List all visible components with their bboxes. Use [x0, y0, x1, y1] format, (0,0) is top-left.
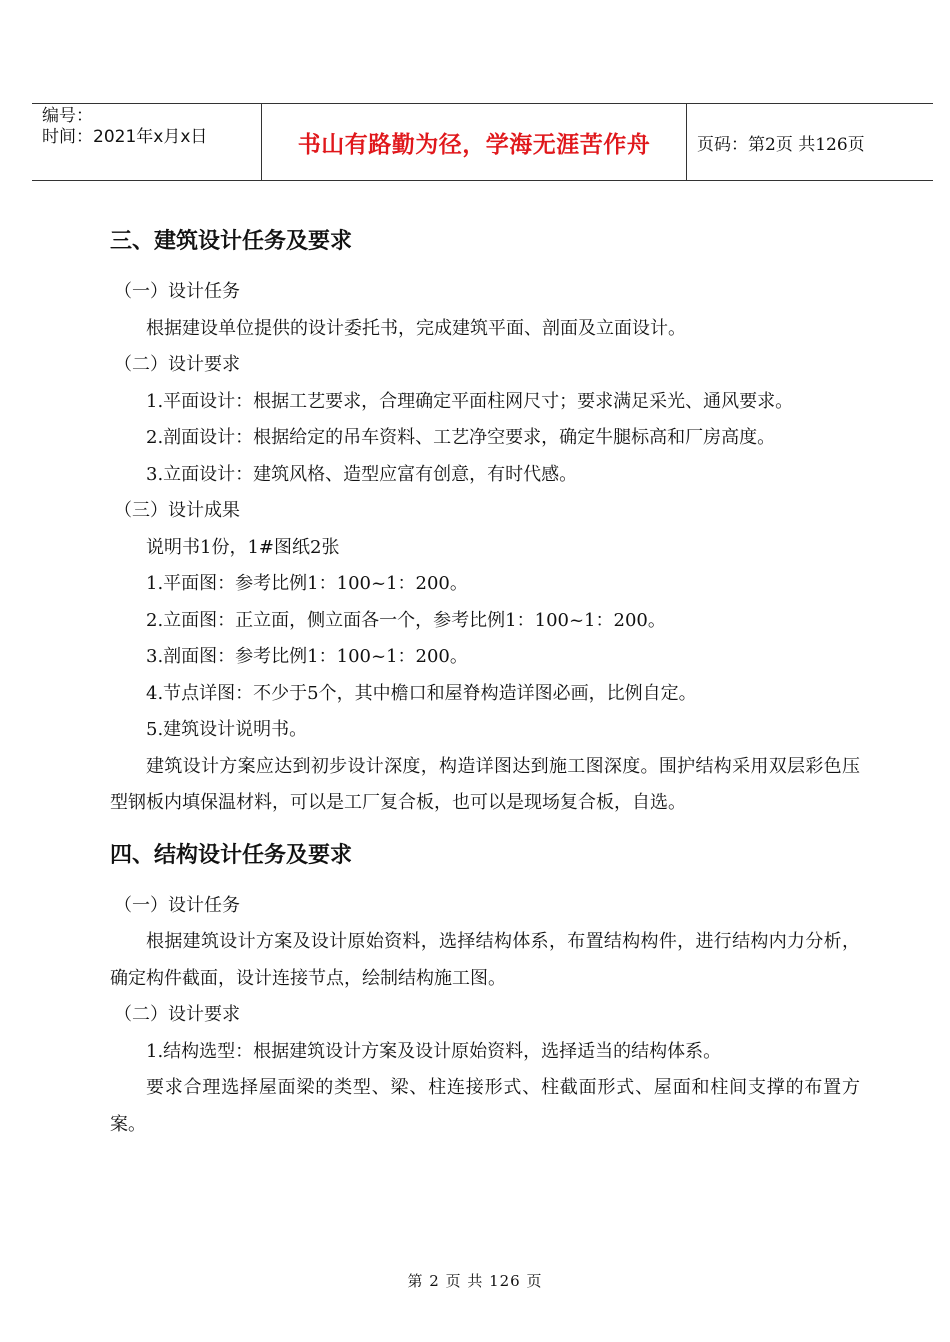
page-code: 页码：第2页 共126页 [697, 134, 865, 155]
paragraph: 1.结构选型：根据建筑设计方案及设计原始资料，选择适当的结构体系。 [146, 1040, 722, 1062]
paragraph: 根据建筑设计方案及设计原始资料，选择结构体系，布置结构构件，进行结构内力分析，确定构件截面，设计连接节点，绘制结构施工图。 [110, 931, 860, 989]
paragraph: 根据建设单位提供的设计委托书，完成建筑平面、剖面及立面设计。 [146, 317, 686, 339]
header-meta-cell [32, 104, 262, 180]
paragraph: 2.立面图：正立面，侧立面各一个，参考比例1：100~1：200。 [146, 609, 666, 631]
paragraph: 1.平面图：参考比例1：100~1：200。 [146, 573, 468, 594]
subsection-title: （一）设计任务 [114, 281, 240, 302]
subsection-title: （二）设计要求 [114, 1004, 240, 1025]
subsection-title: （三）设计成果 [114, 500, 240, 521]
page-header [32, 103, 933, 181]
header-page-cell [687, 104, 933, 180]
paragraph: 说明书1份，1#图纸2张 [146, 536, 340, 558]
document-body [110, 222, 860, 1143]
paragraph: 1.平面设计：根据工艺要求，合理确定平面柱网尺寸；要求满足采光、通风要求。 [146, 390, 794, 412]
page-footer [0, 1270, 950, 1291]
paragraph: 要求合理选择屋面梁的类型、梁、柱连接形式、柱截面形式、屋面和柱间支撑的布置方案。 [110, 1077, 860, 1135]
section-heading: 三、建筑设计任务及要求 [110, 229, 353, 254]
paragraph: 4.节点详图：不少于5个，其中檐口和屋脊构造详图必画，比例自定。 [146, 682, 697, 704]
paragraph: 5.建筑设计说明书。 [146, 719, 308, 740]
time-label: 时间：2021年x月x日 [42, 127, 208, 147]
motto-text: 书山有路勤为径，学海无涯苦作舟 [297, 131, 651, 158]
subsection-title: （一）设计任务 [114, 894, 240, 916]
section-heading: 四、结构设计任务及要求 [110, 842, 353, 868]
paragraph: 建筑设计方案应达到初步设计深度，构造详图达到施工图深度。围护结构采用双层彩色压型钢板内填保温材料，可以是工厂复合板，也可以是现场复合板，自选。 [110, 755, 860, 813]
paragraph: 3.剖面图：参考比例1：100~1：200。 [146, 646, 468, 667]
header-motto-cell [262, 104, 687, 180]
footer-page-number: 第 2 页 共 126 页 [407, 1272, 543, 1290]
number-label: 编号： [42, 106, 93, 126]
paragraph: 3.立面设计：建筑风格、造型应富有创意，有时代感。 [146, 463, 578, 485]
subsection-title: （二）设计要求 [114, 354, 240, 375]
paragraph: 2.剖面设计：根据给定的吊车资料、工艺净空要求，确定牛腿标高和厂房高度。 [146, 427, 776, 448]
